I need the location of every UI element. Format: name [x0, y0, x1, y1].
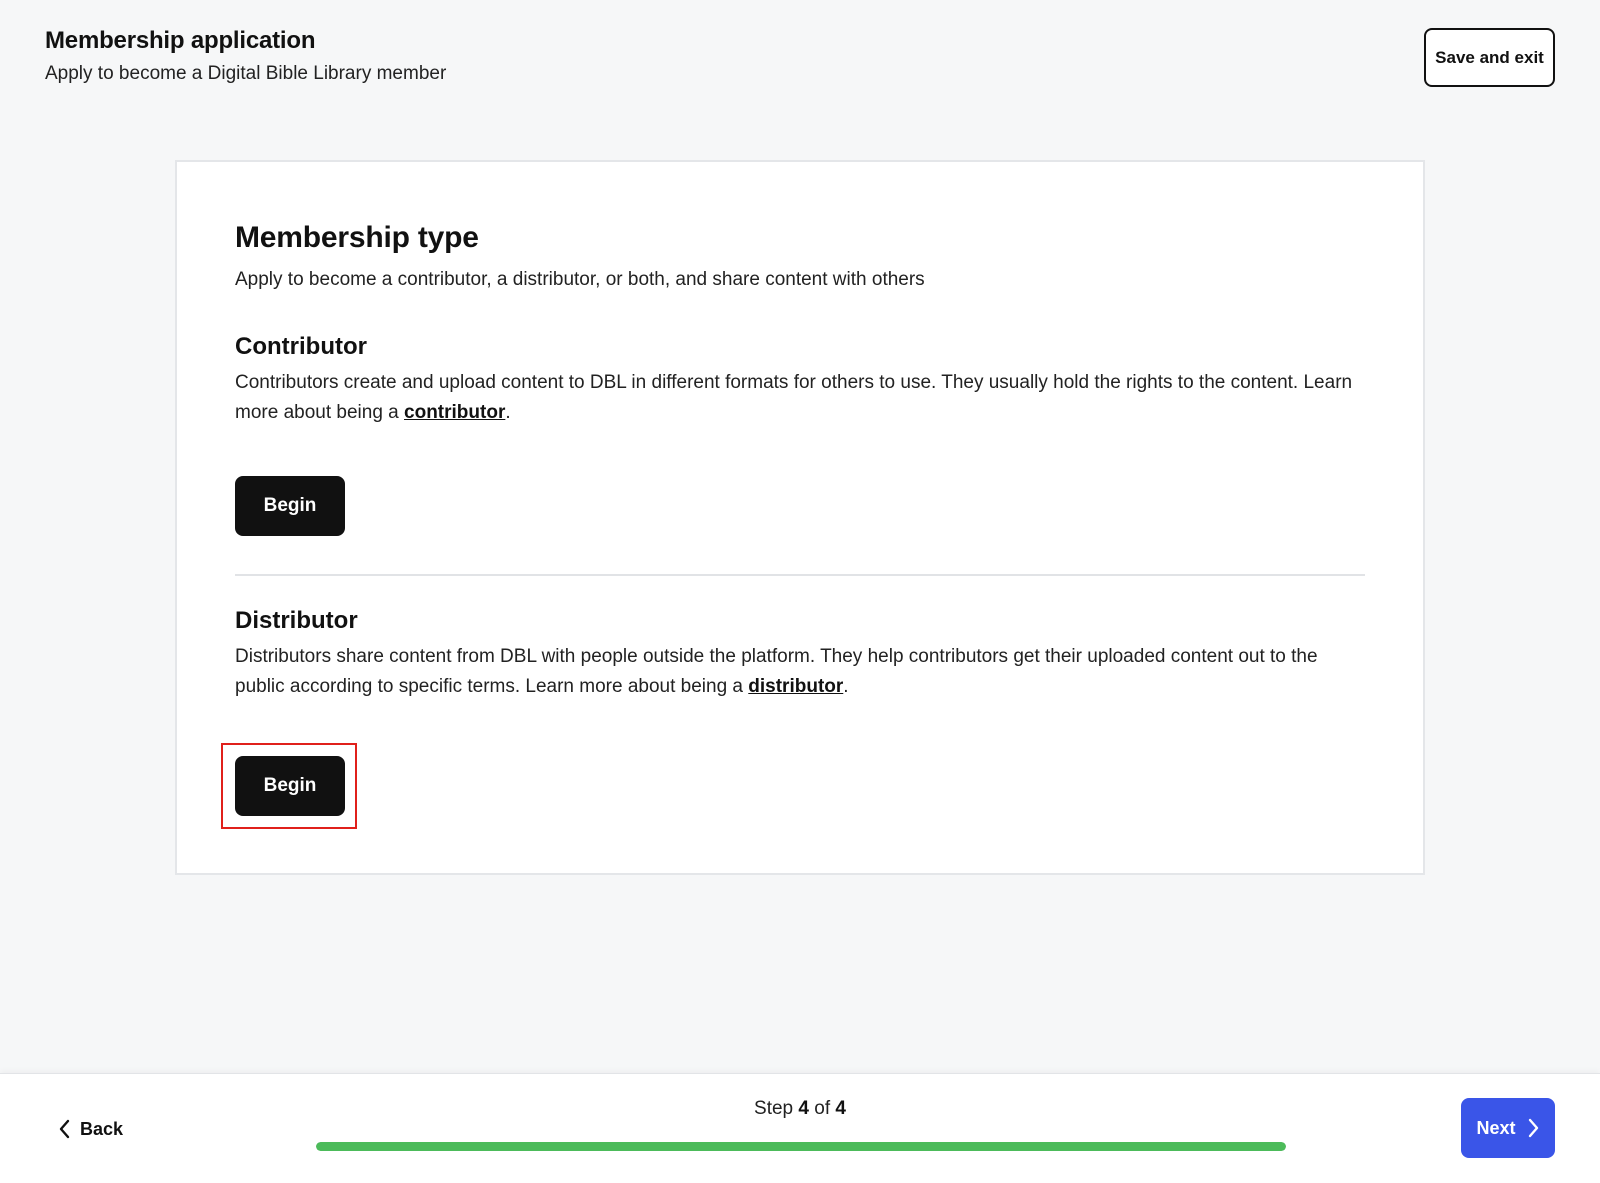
back-label: Back: [80, 1118, 124, 1139]
page-title: Membership application: [45, 27, 316, 54]
contributor-description-text: Contributors create and upload content to DBL in different formats for others to use. They usually hold the rights to the content. Learn more about being a: [235, 372, 1353, 423]
distributor-link[interactable]: distributor: [748, 676, 844, 697]
contributor-description: [235, 368, 1370, 428]
membership-type-card: [175, 160, 1425, 875]
wizard-footer: [0, 1073, 1600, 1183]
chevron-left-icon: [58, 1119, 70, 1139]
contributor-begin-button[interactable]: Begin: [235, 476, 345, 536]
chevron-right-icon: [1528, 1118, 1540, 1138]
distributor-description: [235, 642, 1370, 702]
contributor-title: Contributor: [235, 333, 367, 360]
page-subtitle: Apply to become a Digital Bible Library member: [45, 63, 447, 84]
distributor-description-end: .: [843, 676, 849, 697]
section-divider: [235, 574, 1365, 576]
next-label: Next: [1476, 1117, 1516, 1138]
page-header: [0, 0, 1600, 120]
step-prefix: Step: [754, 1098, 794, 1119]
next-button[interactable]: [1461, 1098, 1555, 1158]
contributor-link[interactable]: contributor: [404, 402, 506, 423]
progress-bar-fill: [316, 1142, 1286, 1151]
step-of: of: [814, 1098, 831, 1119]
save-and-exit-button[interactable]: Save and exit: [1424, 28, 1555, 87]
step-indicator: [0, 1098, 1600, 1120]
step-current: 4: [798, 1098, 809, 1119]
distributor-begin-button[interactable]: Begin: [235, 756, 345, 816]
progress-bar: [316, 1142, 1286, 1151]
distributor-title: Distributor: [235, 607, 358, 634]
step-total: 4: [835, 1098, 846, 1119]
membership-type-description: Apply to become a contributor, a distributor, or both, and share content with others: [235, 269, 925, 290]
contributor-description-end: .: [505, 402, 511, 423]
membership-type-title: Membership type: [235, 221, 479, 254]
distributor-description-text: Distributors share content from DBL with people outside the platform. They help contributors get their uploaded content out to the public according to specific terms. Learn more about being a: [235, 646, 1318, 697]
